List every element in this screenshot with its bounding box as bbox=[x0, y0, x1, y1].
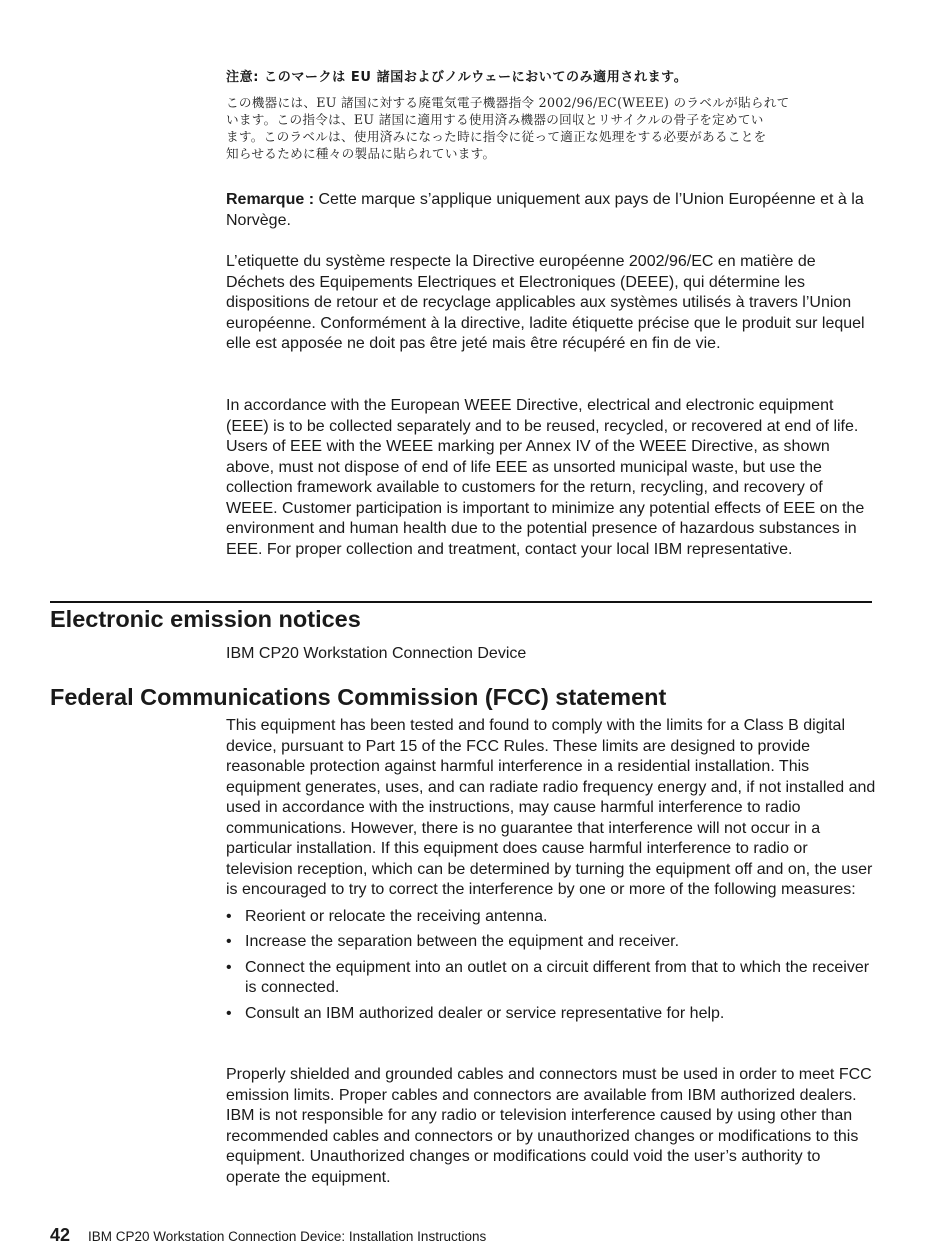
fcc-heading: Federal Communications Commission (FCC) statement bbox=[50, 684, 667, 710]
fcc-body bbox=[226, 716, 876, 1029]
fcc-paragraph: This equipment has been tested and found to comply with the limits for a Class B digital device, pursuant to Part 15 of the FCC Rules. These limits are designed to provide reasonable protection against harmful interference in a residential installation. This equipment generates, uses, and can radiate radio frequency energy and, if not installed and used in accordance with the instructions, may cause harmful interference to radio communications. However, there is no guarantee that interference will not occur in a particular installation. If this equipment does cause harmful interference to radio or television reception, which can be determined by turning the equipment off and on, the user is encouraged to try to correct the interference by one or more of the following measures: bbox=[226, 717, 876, 898]
bullet-icon: • bbox=[226, 907, 232, 925]
footer-title: IBM CP20 Workstation Connection Device: Installation Instructions bbox=[88, 1229, 487, 1244]
japanese-notice-heading: 注意: このマークは EU 諸国およびノルウェーにおいてのみ適用されます。 bbox=[226, 70, 688, 85]
fcc-measures-list bbox=[226, 907, 876, 1025]
japanese-line: 知らせるために種々の製品に貼られています。 bbox=[226, 146, 496, 161]
section-divider bbox=[50, 601, 872, 603]
emission-heading: Electronic emission notices bbox=[50, 606, 361, 632]
list-item: • Connect the equipment into an outlet on a circuit different from that to which the receiver is connected. bbox=[226, 958, 870, 996]
bullet-icon: • bbox=[226, 933, 232, 950]
japanese-line: ます。このラベルは、使用済みになった時に指令に従って適正な処理をする必要があることを bbox=[226, 129, 767, 144]
bullet-icon: • bbox=[226, 1004, 232, 1022]
weee-paragraph: In accordance with the European WEEE Directive, electrical and electronic equipment (EEE) is to be collected separately and to be reused, recycled, or recovered at end of life. Users of EEE with the WEEE marking per Annex IV of the WEEE Directive, as shown above, must not dispose of end of life EEE as unsorted municipal waste, but use the collection framework available to customers for the return, recycling, and recovery of WEEE. Customer participation is important to minimize any potential effects of EEE on the environment and human health due to the potential presence of hazardous substances in EEE. For proper collection and treatment, contact your local IBM representative. bbox=[226, 397, 865, 558]
bullet-icon: • bbox=[226, 958, 232, 976]
remark-text: Cette marque s’applique uniquement aux pays de l’Union Européenne et à la Norvège. bbox=[226, 191, 864, 229]
remark-label: Remarque : bbox=[226, 191, 315, 208]
list-item: • Increase the separation between the equipment and receiver. bbox=[226, 932, 876, 953]
cables-paragraph: Properly shielded and grounded cables and connectors must be used in order to meet FCC emission limits. Proper cables and connectors are available from IBM authorized dealers. IBM is not responsible for any radio or television interference caused by using other than recommended cables and connectors or by unauthorized changes or modifications to this equipment. Unauthorized changes or modifications could void the user’s authority to operate the equipment. bbox=[226, 1066, 872, 1186]
cables-paragraph-block bbox=[226, 1065, 876, 1188]
device-name: IBM CP20 Workstation Connection Device bbox=[226, 645, 527, 662]
page-footer bbox=[50, 1225, 486, 1246]
device-line-block bbox=[226, 644, 876, 665]
page-number: 42 bbox=[50, 1225, 71, 1245]
list-item: • Consult an IBM authorized dealer or service representative for help. bbox=[226, 1004, 876, 1025]
french-remark bbox=[226, 190, 876, 231]
french-paragraph: L’etiquette du système respecte la Directive européenne 2002/96/EC en matière de Déchets des Equipements Electriques et Electroniques (DEEE), qui détermine les dispositions de retour et de recyclage applicables aux systèmes utilisés à travers l’Union européenne. Conformément à la directive, ladite étiquette précise que le produit sur lequel elle est apposée ne doit pas être jeté mais être récupéré en fin de vie. bbox=[226, 253, 865, 352]
list-item: • Reorient or relocate the receiving antenna. bbox=[226, 907, 876, 928]
japanese-notice-body bbox=[226, 94, 876, 162]
weee-paragraph-block bbox=[226, 396, 876, 560]
french-paragraph-block bbox=[226, 252, 876, 355]
japanese-line: この機器には、EU 諸国に対する廃電気電子機器指令 2002/96/EC(WEEE) のラベルが貼られて bbox=[226, 95, 790, 110]
japanese-line: います。この指令は、EU 諸国に適用する使用済み機器の回収とリサイクルの骨子を定めてい bbox=[226, 112, 764, 127]
